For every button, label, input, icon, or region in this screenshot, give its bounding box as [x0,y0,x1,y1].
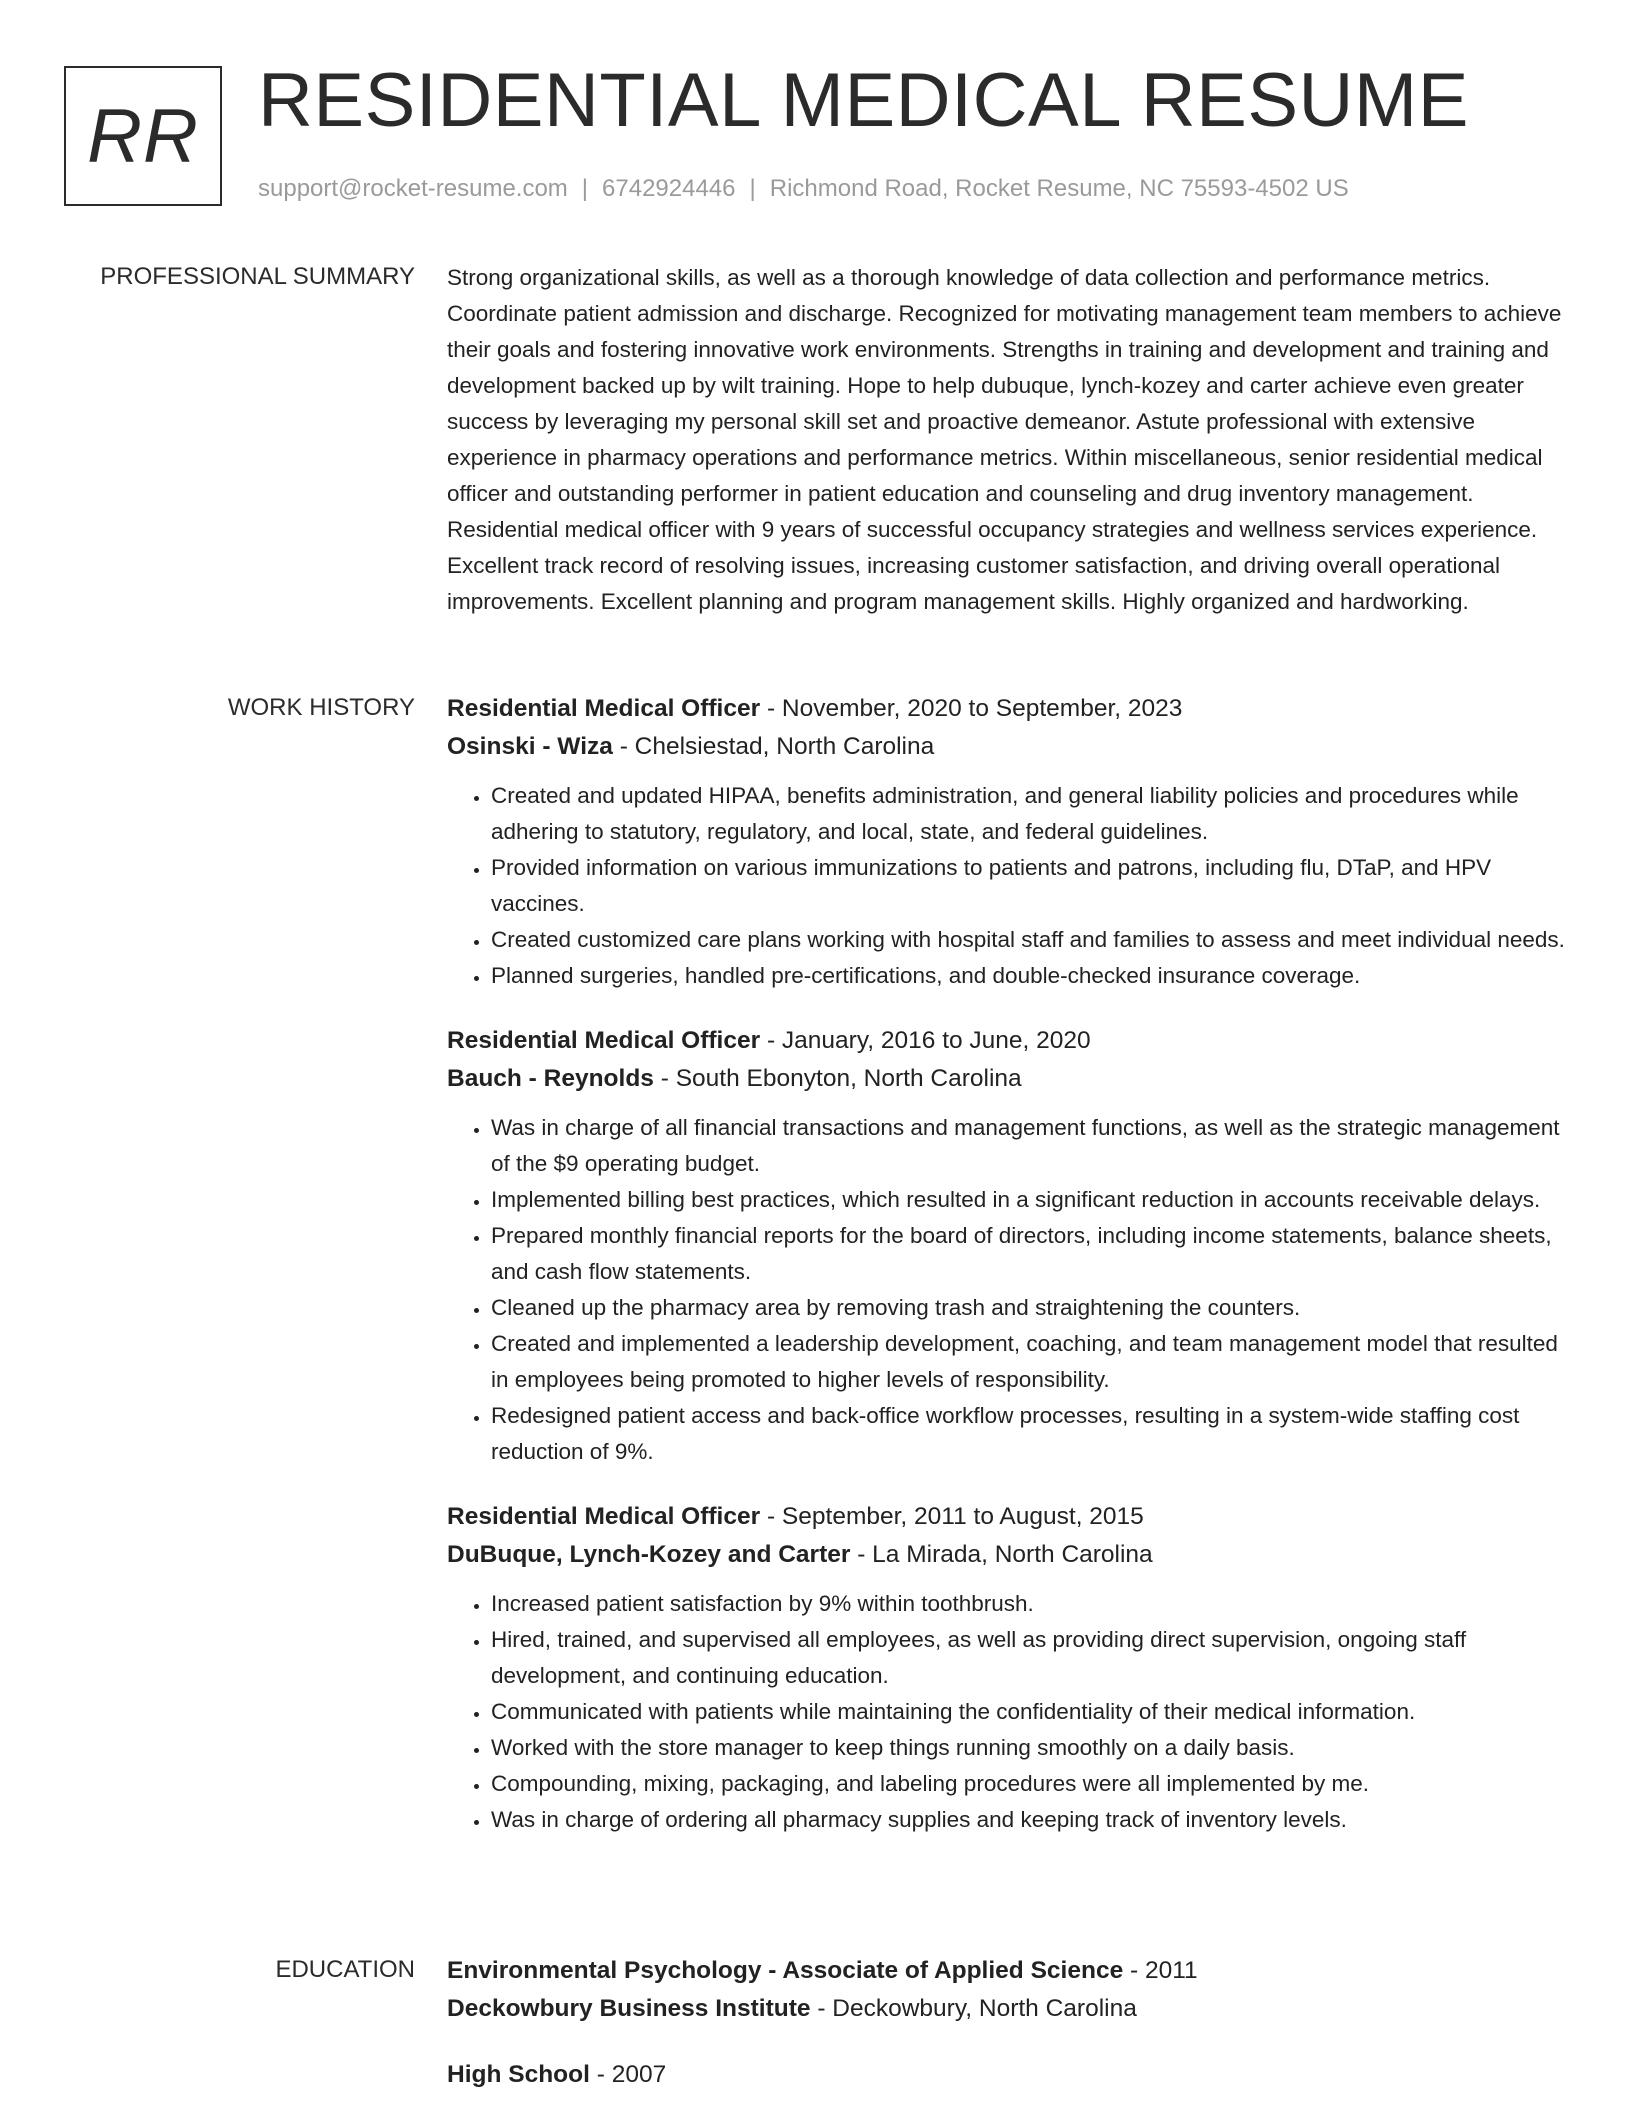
contact-email[interactable]: support@rocket-resume.com [258,175,568,202]
job-bullet: • Created and implemented a leadership development, coaching, and team management model that resulted in employees being promoted to higher levels of responsibility. [491,1326,1567,1398]
job-title: Residential Medical Officer [447,1503,761,1530]
job-bullets [447,1110,1567,1470]
education-degree: High School [447,2061,590,2088]
work-history-heading: WORK HISTORY [227,694,415,721]
job-bullet: • Redesigned patient access and back-office workflow processes, resulting in a system-wide staffing cost reduction of 9%. [491,1398,1567,1470]
education-year: - 2007 [589,2061,667,2088]
job-bullet: • Created and updated HIPAA, benefits administration, and general liability policies and procedures while adhering to statutory, regulatory, and local, state, and federal guidelines. [491,778,1567,850]
education-year: - 2011 [1123,1957,1198,1984]
job-company: Bauch - Reynolds [447,1065,654,1092]
job-bullet: • Implemented billing best practices, which resulted in a significant reduction in accounts receivable delays. [491,1182,1567,1218]
job-bullet: • Compounding, mixing, packaging, and labeling procedures were all implemented by me. [491,1766,1567,1802]
job-entry [447,690,1567,994]
job-bullet: • Created customized care plans working with hospital staff and families to assess and meet individual needs. [491,922,1567,958]
job-location: - La Mirada, North Carolina [850,1541,1153,1568]
job-bullet: • Communicated with patients while maintaining the confidentiality of their medical information. [491,1694,1567,1730]
job-bullets [447,1586,1567,1838]
job-bullet: • Hired, trained, and supervised all employees, as well as providing direct supervision, ongoing staff development, and continuing education. [491,1622,1567,1694]
job-company: Osinski - Wiza [447,733,613,760]
job-company-line [447,1536,1567,1574]
job-title-line [447,1022,1567,1060]
education-school: Deckowbury Business Institute [447,1995,811,2022]
job-title: Residential Medical Officer [447,695,761,722]
job-title-line [447,1498,1567,1536]
job-company: DuBuque, Lynch-Kozey and Carter [447,1541,851,1568]
education-degree-line [447,1952,1567,1990]
job-dates: - January, 2016 to June, 2020 [760,1027,1091,1054]
education-heading: EDUCATION [275,1956,415,1983]
job-company-line [447,728,1567,766]
summary-heading: PROFESSIONAL SUMMARY [100,263,415,290]
job-company-line [447,1060,1567,1098]
contact-address: Richmond Road, Rocket Resume, NC 75593-4502 US [769,175,1349,202]
work-history-body [447,690,1567,1866]
contact-separator: | [749,175,756,202]
education-degree: Environmental Psychology - Associate of Applied Science [447,1957,1124,1984]
education-degree-line [447,2056,1567,2094]
education-entry [447,2056,1567,2094]
job-location: - Chelsiestad, North Carolina [612,733,935,760]
education-location: - Deckowbury, North Carolina [810,1995,1137,2022]
job-bullet: • Worked with the store manager to keep things running smoothly on a daily basis. [491,1730,1567,1766]
job-title-line [447,690,1567,728]
job-bullet: • Prepared monthly financial reports for the board of directors, including income statements, balance sheets, and cash flow statements. [491,1218,1567,1290]
education-body [447,1952,1567,2122]
contact-separator: | [581,175,589,202]
summary-text: Strong organizational skills, as well as a thorough knowledge of data collection and performance metrics. Coordinate patient admission and discharge. Recognized for motivating management team members to achieve their goals and fostering innovative work environments. Strengths in training and development and training and development backed up by wilt training. Hope to help dubuque, lynch-kozey and carter achieve even greater success by leveraging my personal skill set and proactive demeanor. Astute professional with extensive experience in pharmacy operations and performance metrics. Within miscellaneous, senior residential medical officer and outstanding performer in patient education and counseling and drug inventory management. Residential medical officer with 9 years of successful occupancy strategies and wellness services experience. Excellent track record of resolving issues, increasing customer satisfaction, and driving overall operational improvements. Excellent planning and program management skills. Highly organized and hardworking. [447,265,1562,614]
job-location: - South Ebonyton, North Carolina [653,1065,1022,1092]
job-entry [447,1022,1567,1470]
contact-phone[interactable]: 6742924446 [602,175,736,202]
monogram-box [64,66,222,206]
monogram-initials: RR [87,93,199,179]
job-dates: - November, 2020 to September, 2023 [760,695,1183,722]
summary-body [447,260,1567,620]
job-bullets [447,778,1567,994]
education-entry [447,1952,1567,2028]
job-bullet: • Planned surgeries, handled pre-certifications, and double-checked insurance coverage. [491,958,1567,994]
education-school-line [447,1990,1567,2028]
resume-title: RESIDENTIAL MEDICAL RESUME [258,58,1469,143]
job-title: Residential Medical Officer [447,1027,761,1054]
job-bullet: • Cleaned up the pharmacy area by removing trash and straightening the counters. [491,1290,1567,1326]
job-dates: - September, 2011 to August, 2015 [760,1503,1144,1530]
job-bullet: • Increased patient satisfaction by 9% within toothbrush. [491,1586,1567,1622]
job-bullet: • Was in charge of all financial transactions and management functions, as well as the strategic management of the $9 operating budget. [491,1110,1567,1182]
job-entry [447,1498,1567,1838]
job-bullet: • Provided information on various immunizations to patients and patrons, including flu, DTaP, and HPV vaccines. [491,850,1567,922]
contact-line [258,174,1349,204]
job-bullet: • Was in charge of ordering all pharmacy supplies and keeping track of inventory levels. [491,1802,1567,1838]
